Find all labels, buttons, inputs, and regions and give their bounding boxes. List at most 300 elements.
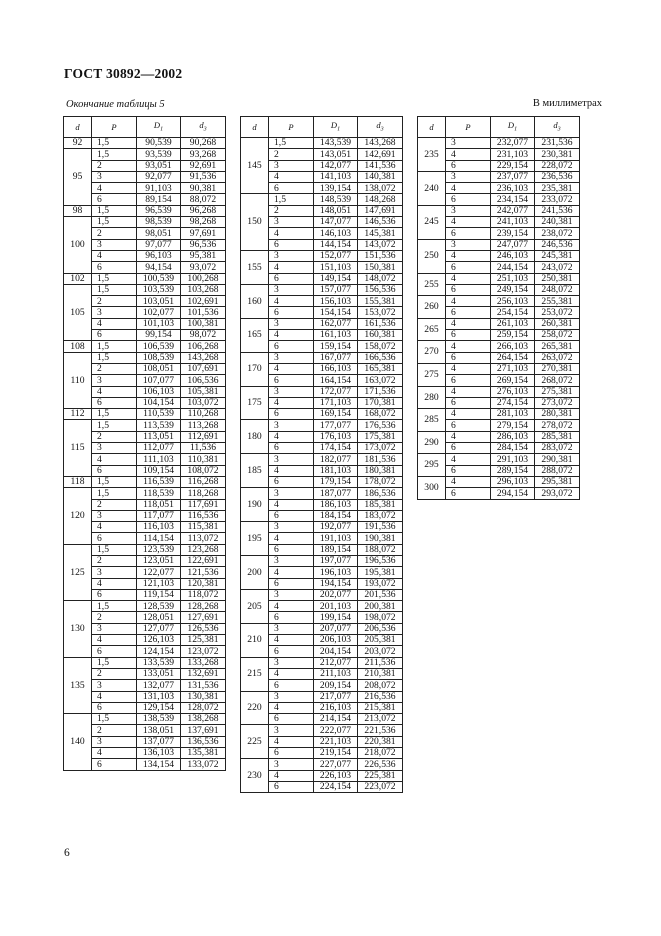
d3-cell: 243,072 (535, 262, 580, 273)
d1-cell: 269,154 (491, 375, 535, 386)
header-row (64, 117, 226, 138)
pitch-cell: 2 (92, 363, 137, 374)
pitch-cell: 6 (92, 397, 137, 408)
table-row (241, 420, 403, 431)
d1-cell: 119,154 (137, 589, 181, 600)
d3-cell: 93,072 (181, 262, 226, 273)
d3-cell: 275,381 (535, 386, 580, 397)
pitch-cell: 6 (446, 160, 491, 171)
pitch-cell: 6 (269, 273, 314, 284)
table-row (64, 476, 226, 487)
pitch-cell: 6 (446, 465, 491, 476)
col-header-d3-text: d (199, 120, 204, 131)
col-header-d3 (358, 117, 403, 138)
d1-cell: 176,103 (314, 431, 358, 442)
d3-cell: 101,536 (181, 307, 226, 318)
d1-cell: 281,103 (491, 409, 535, 420)
d1-cell: 114,154 (137, 533, 181, 544)
col-header-d1-sub: 1 (514, 126, 518, 133)
d3-cell: 103,268 (181, 284, 226, 295)
pitch-cell: 4 (446, 341, 491, 352)
d1-cell: 249,154 (491, 284, 535, 295)
pitch-cell: 6 (446, 262, 491, 273)
d3-cell: 285,381 (535, 431, 580, 442)
d3-cell: 278,072 (535, 420, 580, 431)
d1-cell: 184,154 (314, 510, 358, 521)
d1-cell: 103,051 (137, 296, 181, 307)
col-header-p (92, 117, 137, 138)
pitch-cell: 6 (92, 702, 137, 713)
d1-cell: 141,103 (314, 171, 358, 182)
d3-cell: 213,072 (358, 714, 403, 725)
table-row (64, 149, 226, 160)
col-header-d-text: d (252, 121, 257, 132)
d3-cell: 290,381 (535, 454, 580, 465)
d3-cell: 116,268 (181, 476, 226, 487)
d3-cell: 146,536 (358, 217, 403, 228)
d1-cell: 166,103 (314, 363, 358, 374)
d1-cell: 110,539 (137, 409, 181, 420)
pitch-cell: 6 (269, 544, 314, 555)
pitch-cell: 3 (269, 217, 314, 228)
d3-cell: 258,072 (535, 330, 580, 341)
d3-cell: 293,072 (535, 488, 580, 499)
table-row (241, 589, 403, 600)
d1-cell: 274,154 (491, 397, 535, 408)
pitch-cell: 4 (446, 183, 491, 194)
pitch-cell: 3 (269, 555, 314, 566)
d3-cell: 136,536 (181, 736, 226, 747)
d1-cell: 226,103 (314, 770, 358, 781)
pitch-cell: 4 (269, 171, 314, 182)
d3-cell: 175,381 (358, 431, 403, 442)
d1-cell: 196,103 (314, 567, 358, 578)
pitch-cell: 6 (446, 488, 491, 499)
nominal-diameter-cell: 105 (64, 284, 92, 340)
d1-cell: 206,103 (314, 635, 358, 646)
header-row (418, 117, 580, 138)
d1-cell: 242,077 (491, 205, 535, 216)
d1-cell: 133,051 (137, 668, 181, 679)
nominal-diameter-cell: 195 (241, 522, 269, 556)
d3-cell: 98,268 (181, 217, 226, 228)
col-header-d-text: d (429, 121, 434, 132)
d3-cell: 240,381 (535, 217, 580, 228)
pitch-cell: 1,5 (92, 488, 137, 499)
table-row (418, 341, 580, 352)
pitch-cell: 3 (269, 725, 314, 736)
pitch-cell: 2 (92, 499, 137, 510)
pitch-cell: 3 (92, 680, 137, 691)
nominal-diameter-cell: 205 (241, 589, 269, 623)
pitch-cell: 3 (269, 160, 314, 171)
col-header-d1 (314, 117, 358, 138)
d3-cell: 113,072 (181, 533, 226, 544)
d1-cell: 132,077 (137, 680, 181, 691)
d3-cell: 107,691 (181, 363, 226, 374)
d3-cell: 165,381 (358, 363, 403, 374)
d1-cell: 172,077 (314, 386, 358, 397)
d1-cell: 254,154 (491, 307, 535, 318)
d3-cell: 90,381 (181, 183, 226, 194)
d1-cell: 123,539 (137, 544, 181, 555)
d1-cell: 291,103 (491, 454, 535, 465)
d3-cell: 195,381 (358, 567, 403, 578)
pitch-cell: 4 (446, 386, 491, 397)
nominal-diameter-cell: 245 (418, 205, 446, 239)
d3-cell: 170,381 (358, 397, 403, 408)
pitch-cell: 6 (92, 465, 137, 476)
d1-cell: 122,077 (137, 567, 181, 578)
d1-cell: 91,103 (137, 183, 181, 194)
d3-cell: 92,691 (181, 160, 226, 171)
table-row (241, 250, 403, 261)
d3-cell: 88,072 (181, 194, 226, 205)
d1-cell: 286,103 (491, 431, 535, 442)
d1-cell: 96,539 (137, 205, 181, 216)
d3-cell: 263,072 (535, 352, 580, 363)
d1-cell: 142,077 (314, 160, 358, 171)
table-row (418, 386, 580, 397)
pitch-cell: 4 (446, 273, 491, 284)
units-label: В миллиметрах (532, 98, 602, 109)
pitch-cell: 6 (269, 183, 314, 194)
d3-cell: 160,381 (358, 330, 403, 341)
d3-cell: 295,381 (535, 476, 580, 487)
d3-cell: 95,381 (181, 250, 226, 261)
pitch-cell: 6 (269, 443, 314, 454)
table-caption: Окончание таблицы 5 (66, 99, 165, 110)
d3-cell: 190,381 (358, 533, 403, 544)
d3-cell: 115,381 (181, 522, 226, 533)
page-number: 6 (64, 847, 70, 859)
pitch-cell: 3 (92, 375, 137, 386)
d3-cell: 255,381 (535, 296, 580, 307)
d1-cell: 224,154 (314, 781, 358, 792)
pitch-cell: 6 (269, 714, 314, 725)
d1-cell: 246,103 (491, 250, 535, 261)
d1-cell: 101,103 (137, 318, 181, 329)
d3-cell: 133,072 (181, 759, 226, 770)
d1-cell: 104,154 (137, 397, 181, 408)
pitch-cell: 3 (446, 239, 491, 250)
d3-cell: 245,381 (535, 250, 580, 261)
d1-cell: 164,154 (314, 375, 358, 386)
d3-cell: 253,072 (535, 307, 580, 318)
table-row (64, 544, 226, 555)
d1-cell: 264,154 (491, 352, 535, 363)
d3-cell: 118,072 (181, 589, 226, 600)
d1-cell: 113,539 (137, 420, 181, 431)
d3-cell: 220,381 (358, 736, 403, 747)
pitch-cell: 4 (92, 691, 137, 702)
d1-cell: 167,077 (314, 352, 358, 363)
d1-cell: 221,103 (314, 736, 358, 747)
pitch-cell: 4 (92, 454, 137, 465)
pitch-cell: 3 (269, 420, 314, 431)
d1-cell: 109,154 (137, 465, 181, 476)
d1-cell: 108,539 (137, 352, 181, 363)
d1-cell: 256,103 (491, 296, 535, 307)
pitch-cell: 6 (269, 680, 314, 691)
pitch-cell: 4 (269, 465, 314, 476)
pitch-cell: 4 (269, 363, 314, 374)
pitch-cell: 6 (446, 194, 491, 205)
pitch-cell: 3 (446, 138, 491, 149)
d3-cell: 138,268 (181, 714, 226, 725)
d1-cell: 118,051 (137, 499, 181, 510)
d1-cell: 136,103 (137, 748, 181, 759)
d3-cell: 118,268 (181, 488, 226, 499)
d3-cell: 201,536 (358, 589, 403, 600)
nominal-diameter-cell: 145 (241, 138, 269, 194)
col-header-d3-sub: 3 (203, 126, 207, 133)
pitch-cell: 6 (446, 375, 491, 386)
d1-cell: 237,077 (491, 171, 535, 182)
pitch-cell: 6 (446, 397, 491, 408)
pitch-cell: 1,5 (92, 409, 137, 420)
thread-table-block (240, 116, 403, 793)
d3-cell: 181,536 (358, 454, 403, 465)
table-row (241, 454, 403, 465)
d3-cell: 265,381 (535, 341, 580, 352)
d1-cell: 100,539 (137, 273, 181, 284)
d1-cell: 94,154 (137, 262, 181, 273)
pitch-cell: 4 (92, 183, 137, 194)
d1-cell: 296,103 (491, 476, 535, 487)
pitch-cell: 1,5 (92, 476, 137, 487)
d3-cell: 100,268 (181, 273, 226, 284)
d3-cell: 91,536 (181, 171, 226, 182)
d3-cell: 186,536 (358, 488, 403, 499)
pitch-cell: 4 (446, 149, 491, 160)
pitch-cell: 4 (446, 250, 491, 261)
pitch-cell: 3 (269, 386, 314, 397)
d1-cell: 143,539 (314, 138, 358, 149)
pitch-cell: 4 (446, 431, 491, 442)
d1-cell: 214,154 (314, 714, 358, 725)
d1-cell: 271,103 (491, 363, 535, 374)
d3-cell: 180,381 (358, 465, 403, 476)
d1-cell: 98,539 (137, 217, 181, 228)
d3-cell: 96,268 (181, 205, 226, 216)
d3-cell: 248,072 (535, 284, 580, 295)
d1-cell: 97,077 (137, 239, 181, 250)
d1-cell: 241,103 (491, 217, 535, 228)
d3-cell: 178,072 (358, 476, 403, 487)
pitch-cell: 6 (269, 476, 314, 487)
nominal-diameter-cell: 115 (64, 420, 92, 476)
d3-cell: 280,381 (535, 409, 580, 420)
pitch-cell: 2 (92, 725, 137, 736)
pitch-cell: 2 (269, 205, 314, 216)
d3-cell: 126,536 (181, 623, 226, 634)
pitch-cell: 2 (269, 149, 314, 160)
d3-cell: 130,381 (181, 691, 226, 702)
pitch-cell: 6 (92, 330, 137, 341)
d1-cell: 222,077 (314, 725, 358, 736)
d1-cell: 234,154 (491, 194, 535, 205)
table-row (64, 420, 226, 431)
pitch-cell: 3 (269, 454, 314, 465)
pitch-cell: 6 (269, 307, 314, 318)
pitch-cell: 3 (92, 623, 137, 634)
d1-cell: 148,051 (314, 205, 358, 216)
d3-cell: 112,691 (181, 431, 226, 442)
nominal-diameter-cell: 200 (241, 555, 269, 589)
pitch-cell: 6 (446, 284, 491, 295)
col-header-p-text: P (288, 121, 294, 132)
pitch-cell: 3 (92, 567, 137, 578)
pitch-cell: 1,5 (92, 544, 137, 555)
col-header-d3-sub: 3 (380, 126, 384, 133)
d1-cell: 144,154 (314, 239, 358, 250)
pitch-cell: 4 (446, 454, 491, 465)
d1-cell: 148,539 (314, 194, 358, 205)
d3-cell: 131,536 (181, 680, 226, 691)
pitch-cell: 3 (92, 239, 137, 250)
pitch-cell: 4 (269, 770, 314, 781)
d3-cell: 150,381 (358, 262, 403, 273)
pitch-cell: 6 (269, 409, 314, 420)
d3-cell: 148,268 (358, 194, 403, 205)
d1-cell: 117,077 (137, 510, 181, 521)
pitch-cell: 6 (92, 759, 137, 770)
pitch-cell: 1,5 (92, 284, 137, 295)
d3-cell: 246,536 (535, 239, 580, 250)
table-row (418, 296, 580, 307)
d1-cell: 107,077 (137, 375, 181, 386)
d3-cell: 103,072 (181, 397, 226, 408)
col-header-d (64, 117, 92, 138)
pitch-cell: 3 (269, 657, 314, 668)
d3-cell: 171,536 (358, 386, 403, 397)
d1-cell: 171,103 (314, 397, 358, 408)
pitch-cell: 4 (269, 431, 314, 442)
pitch-cell: 6 (269, 612, 314, 623)
d3-cell: 200,381 (358, 601, 403, 612)
d1-cell: 187,077 (314, 488, 358, 499)
table-row (418, 363, 580, 374)
nominal-diameter-cell: 270 (418, 341, 446, 364)
d3-cell: 161,536 (358, 318, 403, 329)
nominal-diameter-cell: 225 (241, 725, 269, 759)
d3-cell: 127,691 (181, 612, 226, 623)
d1-cell: 151,103 (314, 262, 358, 273)
table-row (64, 138, 226, 149)
nominal-diameter-cell: 100 (64, 217, 92, 273)
pitch-cell: 6 (446, 443, 491, 454)
d1-cell: 103,539 (137, 284, 181, 295)
d1-cell: 127,077 (137, 623, 181, 634)
pitch-cell: 1,5 (92, 420, 137, 431)
col-header-d1-text: D (330, 120, 338, 131)
table-row (64, 205, 226, 216)
d1-cell: 124,154 (137, 646, 181, 657)
pitch-cell: 4 (269, 567, 314, 578)
d3-cell: 132,691 (181, 668, 226, 679)
d1-cell: 189,154 (314, 544, 358, 555)
d3-cell: 236,536 (535, 171, 580, 182)
nominal-diameter-cell: 255 (418, 273, 446, 296)
thread-table-block (417, 116, 580, 500)
pitch-cell: 3 (446, 171, 491, 182)
table-row (241, 691, 403, 702)
d1-cell: 212,077 (314, 657, 358, 668)
table-row (418, 431, 580, 442)
d3-cell: 158,072 (358, 341, 403, 352)
nominal-diameter-cell: 265 (418, 318, 446, 341)
table-row (241, 759, 403, 770)
d1-cell: 251,103 (491, 273, 535, 284)
d1-cell: 289,154 (491, 465, 535, 476)
pitch-cell: 3 (269, 623, 314, 634)
d1-cell: 229,154 (491, 160, 535, 171)
nominal-diameter-cell: 135 (64, 657, 92, 713)
d1-cell: 216,103 (314, 702, 358, 713)
d3-cell: 100,381 (181, 318, 226, 329)
d1-cell: 227,077 (314, 759, 358, 770)
pitch-cell: 4 (446, 363, 491, 374)
d1-cell: 89,154 (137, 194, 181, 205)
nominal-diameter-cell: 185 (241, 454, 269, 488)
d3-cell: 168,072 (358, 409, 403, 420)
table-row (64, 657, 226, 668)
pitch-cell: 4 (92, 578, 137, 589)
pitch-cell: 3 (92, 171, 137, 182)
table-row (418, 454, 580, 465)
nominal-diameter-cell: 102 (64, 273, 92, 284)
pitch-cell: 6 (269, 375, 314, 386)
table-row (64, 601, 226, 612)
d3-cell: 102,691 (181, 296, 226, 307)
pitch-cell: 1,5 (92, 273, 137, 284)
header-row (241, 117, 403, 138)
pitch-cell: 4 (269, 668, 314, 679)
d3-cell: 151,536 (358, 250, 403, 261)
d3-cell: 273,072 (535, 397, 580, 408)
d3-cell: 116,536 (181, 510, 226, 521)
d3-cell: 210,381 (358, 668, 403, 679)
table-row (418, 273, 580, 284)
d1-cell: 179,154 (314, 476, 358, 487)
pitch-cell: 4 (92, 386, 137, 397)
d1-cell: 177,077 (314, 420, 358, 431)
table-row (241, 623, 403, 634)
d3-cell: 225,381 (358, 770, 403, 781)
d3-cell: 121,536 (181, 567, 226, 578)
d3-cell: 143,268 (181, 352, 226, 363)
table-block-2 (240, 116, 403, 793)
d1-cell: 134,154 (137, 759, 181, 770)
nominal-diameter-cell: 290 (418, 431, 446, 454)
pitch-cell: 3 (269, 250, 314, 261)
pitch-cell: 2 (92, 555, 137, 566)
d1-cell: 161,103 (314, 330, 358, 341)
d1-cell: 93,051 (137, 160, 181, 171)
pitch-cell: 3 (92, 736, 137, 747)
pitch-cell: 6 (446, 228, 491, 239)
d1-cell: 129,154 (137, 702, 181, 713)
pitch-cell: 3 (269, 352, 314, 363)
d3-cell: 138,072 (358, 183, 403, 194)
thread-table-block (63, 116, 226, 771)
d1-cell: 92,077 (137, 171, 181, 182)
pitch-cell: 4 (92, 522, 137, 533)
d3-cell: 140,381 (358, 171, 403, 182)
d1-cell: 276,103 (491, 386, 535, 397)
pitch-cell: 6 (92, 262, 137, 273)
